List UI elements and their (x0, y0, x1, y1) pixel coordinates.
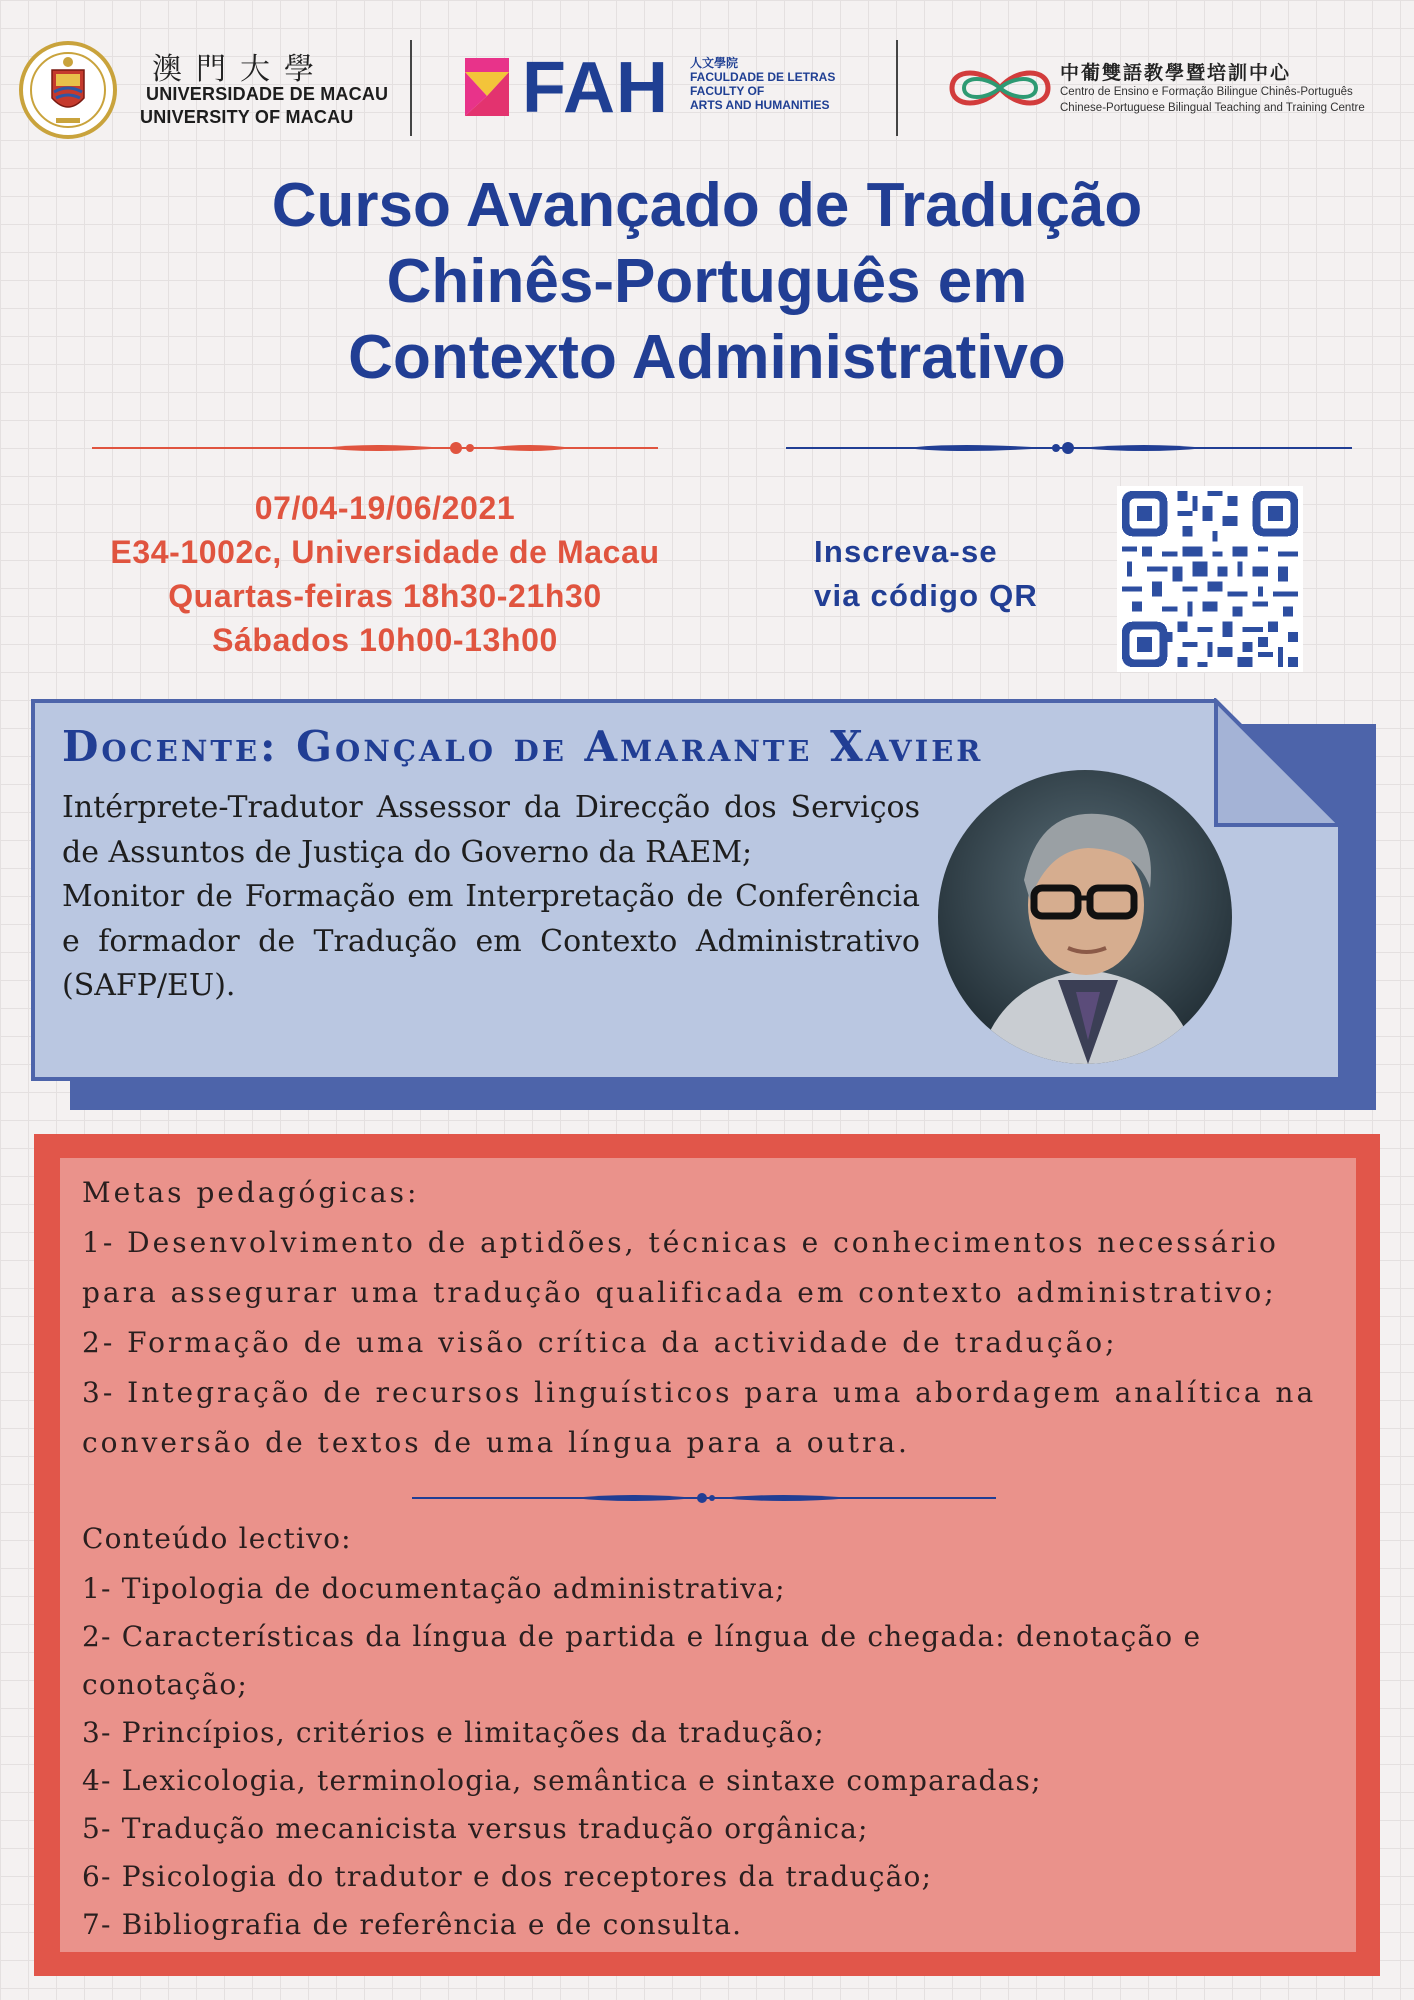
title-line: Chinês-Português em (386, 247, 1028, 316)
goal-item: 3- Integração de recursos linguísticos para uma abordagem analítica na (82, 1376, 1317, 1409)
fah-sub-line: FACULTY OF (690, 84, 765, 98)
um-chinese-name: 澳門大學 (152, 52, 328, 87)
content-item: 1- Tipologia de documentação administrativa; (82, 1572, 786, 1605)
um-portuguese-name: UNIVERSIDADE DE MACAU (146, 84, 389, 104)
registration-qr-code[interactable] (1117, 486, 1303, 672)
goal-item: para assegurar uma tradução qualificada em contexto administrativo; (82, 1276, 1277, 1309)
content-item: conotação; (82, 1668, 249, 1701)
university-of-macau-seal-icon (18, 40, 118, 140)
course-title (0, 168, 1414, 396)
course-dates: 07/04-19/06/2021 (254, 490, 516, 526)
cpb-portuguese-name: Centro de Ensino e Formação Bilingue Chinês-Português (1060, 86, 1353, 98)
teacher-bio-paragraph: Intérprete-Tradutor Assessor da Direcção dos Serviços de Assuntos de Justiça do Governo da RAEM; (62, 790, 920, 870)
content-item: 6- Psicologia do tradutor e dos receptores da tradução; (82, 1860, 933, 1893)
teacher-name: Docente: Gonçalo de Amarante Xavier (62, 722, 984, 771)
content-item: 5- Tradução mecanicista versus tradução orgânica; (82, 1812, 869, 1845)
fah-logo-mark-icon (465, 58, 509, 116)
content-item: 2- Características da língua de partida e língua de chegada: denotação e (82, 1620, 1202, 1653)
title-line: Curso Avançado de Tradução (271, 171, 1143, 240)
blue-ornament-divider (412, 1488, 996, 1508)
cpb-chinese-name: 中葡雙語教學暨培訓中心 (1060, 63, 1292, 84)
coral-ornament-divider (92, 438, 658, 458)
course-info (0, 486, 770, 662)
bilingual-centre-knot-icon (944, 60, 1056, 116)
content-heading: Conteúdo lectivo: (82, 1522, 352, 1555)
register-line: Inscreva-se (814, 534, 998, 569)
goal-item: 1- Desenvolvimento de aptidões, técnicas e conhecimentos necessário (82, 1226, 1279, 1259)
course-saturday-schedule: Sábados 10h00-13h00 (212, 622, 558, 658)
content-item: 7- Bibliografia de referência e de consulta. (82, 1908, 743, 1941)
register-prompt (814, 530, 1038, 618)
content-item: 4- Lexicologia, terminologia, semântica e sintaxe comparadas; (82, 1764, 1042, 1797)
content-item: 3- Princípios, critérios e limitações da tradução; (82, 1716, 825, 1749)
goal-item: conversão de textos de uma língua para a outra. (82, 1426, 910, 1459)
fah-sub-line: ARTS AND HUMANITIES (690, 98, 830, 112)
teacher-bio-paragraph: Monitor de Formação em Interpretação de Conferência e formador de Tradução em Contexto Administrativo (SAFP/EU). (62, 879, 920, 1003)
header-divider (410, 40, 412, 136)
um-english-name: UNIVERSITY OF MACAU (140, 107, 354, 127)
fah-subtitle (690, 56, 835, 112)
course-weekday-schedule: Quartas-feiras 18h30-21h30 (168, 578, 602, 614)
course-location: E34-1002c, Universidade de Macau (110, 534, 660, 570)
fah-sub-line: FACULDADE DE LETRAS (690, 70, 836, 84)
cpb-english-name: Chinese-Portuguese Bilingual Teaching and Training Centre (1060, 102, 1365, 114)
fah-logo-text: FAH (522, 48, 669, 128)
goal-item: 2- Formação de uma visão crítica da actividade de tradução; (82, 1326, 1118, 1359)
header-divider (896, 40, 898, 136)
blue-ornament-divider (786, 438, 1352, 458)
register-line: via código QR (814, 578, 1039, 613)
teacher-bio (62, 786, 920, 1009)
fah-sub-line: 人文學院 (690, 56, 739, 70)
title-line: Contexto Administrativo (348, 323, 1066, 392)
teacher-portrait (938, 770, 1232, 1064)
goals-heading: Metas pedagógicas: (82, 1176, 420, 1209)
